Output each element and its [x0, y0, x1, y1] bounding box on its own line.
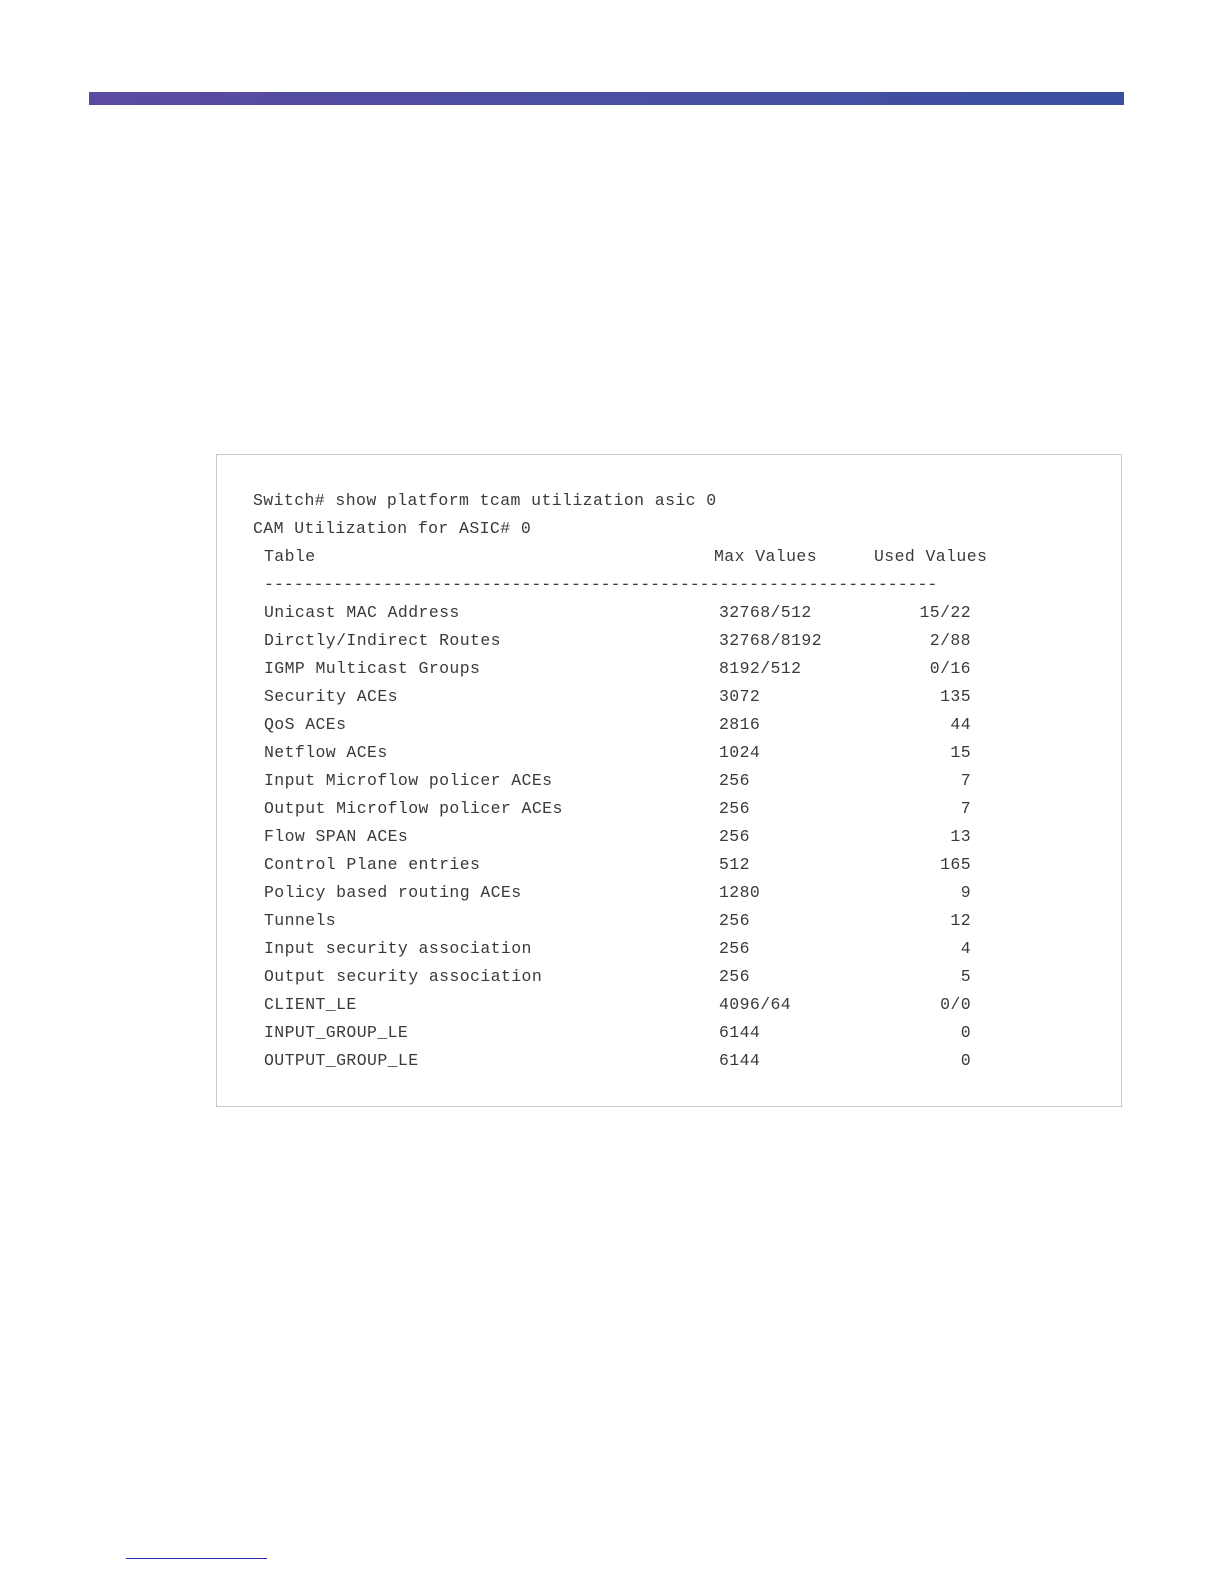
row-name: Input security association [264, 939, 532, 958]
row-used-value: 13 [950, 827, 971, 846]
row-max-value: 256 [719, 799, 750, 818]
row-max-value: 8192/512 [719, 659, 802, 678]
row-used-value: 12 [950, 911, 971, 930]
row-max-value: 4096/64 [719, 995, 792, 1014]
row-used-value: 0/0 [940, 995, 971, 1014]
row-used-value: 4 [960, 939, 971, 958]
row-name: Input Microflow policer ACEs [264, 771, 553, 790]
row-max-value: 256 [719, 967, 750, 986]
row-name: QoS ACEs [264, 715, 347, 734]
row-used-value: 2/88 [929, 631, 971, 650]
row-name: Tunnels [264, 911, 337, 930]
row-used-value: 7 [960, 799, 971, 818]
row-name: IGMP Multicast Groups [264, 659, 481, 678]
row-name: Dirctly/Indirect Routes [264, 631, 501, 650]
row-max-value: 256 [719, 827, 750, 846]
header-max-values: Max Values [714, 547, 818, 566]
row-name: OUTPUT_GROUP_LE [264, 1051, 419, 1070]
row-name: CLIENT_LE [264, 995, 357, 1014]
row-max-value: 6144 [719, 1023, 761, 1042]
row-used-value: 0 [960, 1023, 971, 1042]
row-used-value: 9 [960, 883, 971, 902]
row-max-value: 6144 [719, 1051, 761, 1070]
header-separator: -------------------------------------------------------------------- [264, 575, 938, 594]
header-used-values: Used Values [874, 547, 988, 566]
row-used-value: 5 [960, 967, 971, 986]
row-max-value: 2816 [719, 715, 761, 734]
row-name: Unicast MAC Address [264, 603, 460, 622]
footer-rule [126, 1558, 267, 1559]
row-name: Output security association [264, 967, 543, 986]
row-name: Netflow ACEs [264, 743, 388, 762]
row-max-value: 32768/8192 [719, 631, 823, 650]
row-max-value: 1280 [719, 883, 761, 902]
row-used-value: 7 [960, 771, 971, 790]
row-used-value: 0/16 [929, 659, 971, 678]
row-used-value: 0 [960, 1051, 971, 1070]
row-used-value: 15 [950, 743, 971, 762]
row-max-value: 256 [719, 771, 750, 790]
row-used-value: 135 [940, 687, 971, 706]
command-prompt-line: Switch# show platform tcam utilization asic 0 [253, 491, 717, 510]
row-max-value: 256 [719, 939, 750, 958]
row-used-value: 44 [950, 715, 971, 734]
row-name: INPUT_GROUP_LE [264, 1023, 409, 1042]
row-max-value: 1024 [719, 743, 761, 762]
row-max-value: 256 [719, 911, 750, 930]
row-used-value: 165 [940, 855, 971, 874]
row-name: Security ACEs [264, 687, 398, 706]
row-used-value: 15/22 [919, 603, 971, 622]
row-max-value: 32768/512 [719, 603, 812, 622]
row-max-value: 3072 [719, 687, 761, 706]
row-name: Policy based routing ACEs [264, 883, 522, 902]
row-name: Flow SPAN ACEs [264, 827, 409, 846]
row-name: Control Plane entries [264, 855, 481, 874]
top-header-rule [89, 92, 1124, 105]
cli-output-box [216, 454, 1122, 1107]
header-table: Table [264, 547, 316, 566]
row-name: Output Microflow policer ACEs [264, 799, 563, 818]
cam-utilization-title: CAM Utilization for ASIC# 0 [253, 519, 532, 538]
row-max-value: 512 [719, 855, 750, 874]
